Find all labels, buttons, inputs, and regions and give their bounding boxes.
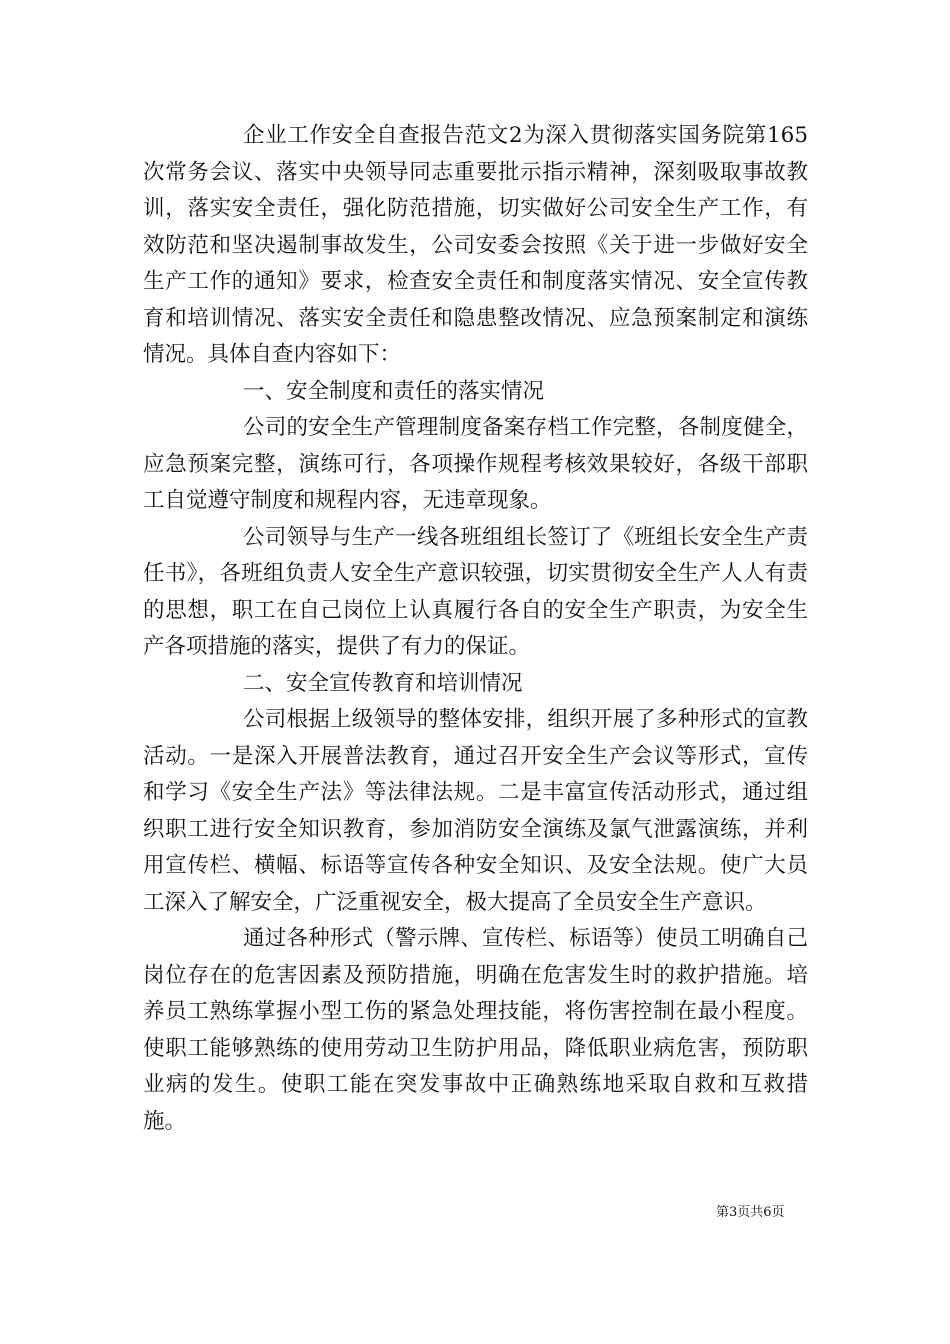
body-paragraph: 公司的安全生产管理制度备案存档工作完整，各制度健全，应急预案完整，演练可行，各项操作规程考核效果较好，各级干部职工自觉遵守制度和规程内容，无违章现象。 [143,415,808,513]
body-paragraph: 公司领导与生产一线各班组组长签订了《班组长安全生产责任书》，各班组负责人安全生产意识较强，切实贯彻安全生产人人有责的思想，职工在自己岗位上认真履行各自的安全生产职责，为安全生产各项措施的落实，提供了有力的保证。 [143,524,808,659]
document-body [143,118,808,1140]
body-paragraph: 公司根据上级领导的整体安排，组织开展了多种形式的宣教活动。一是深入开展普法教育，通过召开安全生产会议等形式，宣传和学习《安全生产法》等法律法规。二是丰富宣传活动形式，通过组织职工进行安全知识教育，参加消防安全演练及氯气泄露演练，并利用宣传栏、横幅、标语等宣传各种安全知识、及安全法规。使广大员工深入了解安全，广泛重视安全，极大提高了全员安全生产意识。 [143,707,808,915]
body-paragraph: 通过各种形式（警示牌、宣传栏、标语等）使员工明确自己岗位存在的危害因素及预防措施，明确在危害发生时的救护措施。培养员工熟练掌握小型工伤的紧急处理技能，将伤害控制在最小程度。使职工能够熟练的使用劳动卫生防护用品，降低职业病危害，预防职业病的发生。使职工能在突发事故中正确熟练地采取自救和互救措施。 [143,926,808,1134]
section-heading-1: 一、安全制度和责任的落实情况 [243,378,545,404]
page-number-footer: 第3页共6页 [716,1205,785,1220]
section-heading-2: 二、安全宣传教育和培训情况 [243,670,523,696]
intro-paragraph: 企业工作安全自查报告范文2为深入贯彻落实国务院第165次常务会议、落实中央领导同志重要批示指示精神，深刻吸取事故教训，落实安全责任，强化防范措施，切实做好公司安全生产工作，有效防范和坚决遏制事故发生，公司安委会按照《关于进一步做好安全生产工作的通知》要求，检查安全责任和制度落实情况、安全宣传教育和培训情况、落实安全责任和隐患整改情况、应急预案制定和演练情况。具体自查内容如下： [143,123,808,367]
